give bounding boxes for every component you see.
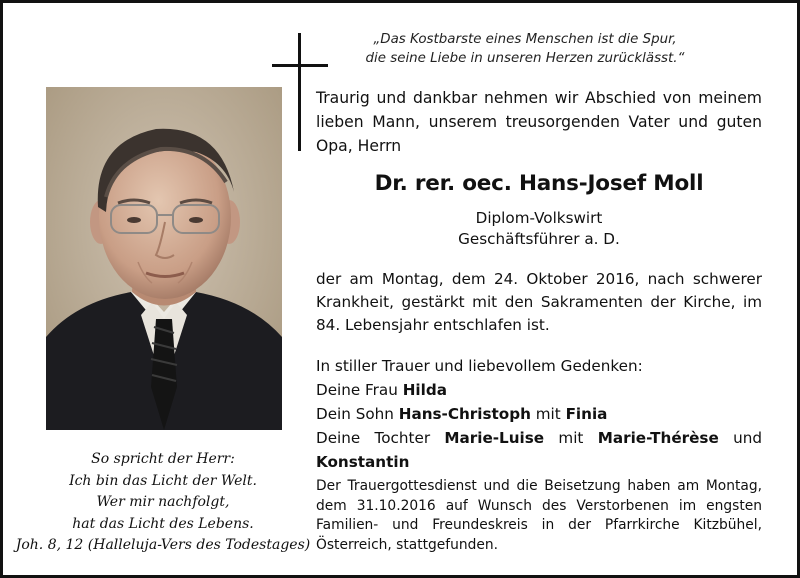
quote-line: „Das Kostbarste eines Menschen ist die Spur, [373,32,677,47]
farewell-intro: Traurig und dankbar nehmen wir Abschied von meinem lieben Mann, unserem treusorgenden Vater und guten Opa, Herrn [316,89,762,155]
quote-line: die seine Liebe in unseren Herzen zurücklässt.“ [365,50,685,66]
mourner-daughter: Deine Tochter Marie-Luise mit Marie-Thérèse und [316,429,762,447]
verse-reference: Joh. 8, 12 (Halleluja-Vers des Todestages) [15,537,311,553]
mourners-list [316,354,762,474]
title-line: Diplom-Volkswirt [475,209,603,227]
deceased-name: Dr. rer. oec. Hans-Josef Moll [374,171,704,196]
mourner-wife: Deine Frau Hilda [316,381,447,399]
deceased-titles [316,208,762,249]
mourners-heading: In stiller Trauer und liebevollem Gedenken: [316,357,643,375]
portrait-photo [46,87,282,430]
bible-verse [10,449,316,557]
verse-line: hat das Licht des Lebens. [72,515,254,532]
verse-line: So spricht der Herr: [91,451,235,467]
verse-line: Ich bin das Licht der Welt. [69,472,257,489]
mourner-son: Dein Sohn Hans-Christoph mit Finia [316,405,608,423]
portrait-image [46,87,282,430]
death-notice: der am Montag, dem 24. Oktober 2016, nach schwerer Krankheit, gestärkt mit den Sakramenten der Kirche, im 84. Lebensjahr entschlafen ist. [316,270,762,334]
memorial-quote [335,31,715,68]
mourner-grandchild: Konstantin [316,453,410,471]
funeral-notice: Der Trauergottesdienst und die Beisetzung haben am Montag, dem 31.10.2016 auf Wunsch des Verstorbenen im engsten Familien- und Freundeskreis in der Pfarrkirche Kitzbühel, Österreich, stattgefunden. [316,478,762,553]
verse-line: Wer mir nachfolgt, [96,494,230,510]
title-line: Geschäftsführer a. D. [458,229,620,248]
